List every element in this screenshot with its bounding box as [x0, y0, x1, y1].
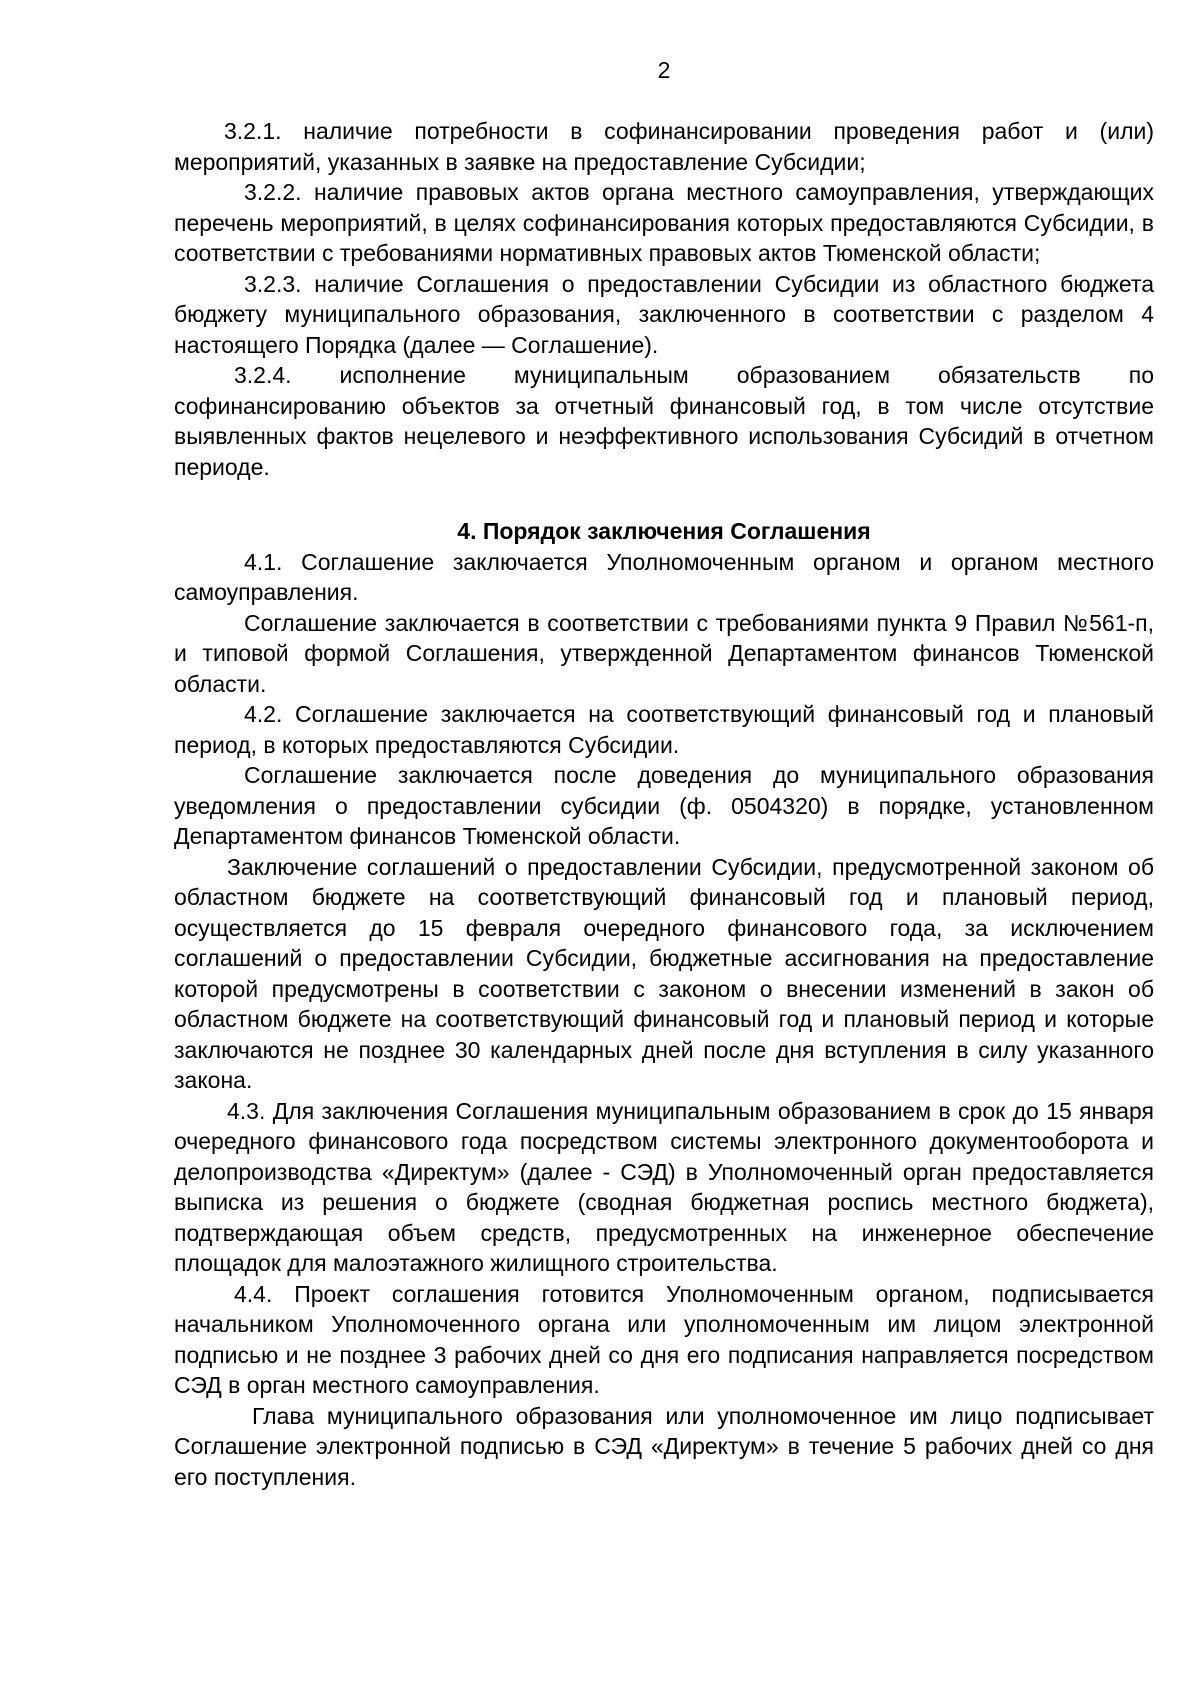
clause-4-1: 4.1. Соглашение заключается Уполномоченным органом и органом местного самоуправления. [174, 548, 1154, 605]
clause-4-4: 4.4. Проект соглашения готовится Уполномоченным органом, подписывается начальником Уполномоченного органа или уполномоченным им лицом электронной подписью и не позднее 3 рабочих дней со дня его подписания направляется посредством СЭД в орган местного самоуправления. [174, 1280, 1154, 1398]
page-number: 2 [657, 57, 671, 83]
clause-3-2-3: 3.2.3. наличие Соглашения о предоставлении Субсидии из областного бюджета бюджету муниципального образования, заключенного в соответствии с разделом 4 настоящего Порядка (далее — Соглашение). [174, 270, 1154, 358]
clause-4-4-paragraph-2: Глава муниципального образования или уполномоченное им лицо подписывает Соглашение электронной подписью в СЭД «Директум» в течение 5 рабочих дней со дня его поступления. [174, 1402, 1154, 1490]
clause-3-2-2: 3.2.2. наличие правовых актов органа местного самоуправления, утверждающих перечень мероприятий, в целях софинансирования которых предоставляются Субсидии, в соответствии с требованиями нормативных правовых актов Тюменской области; [174, 179, 1154, 266]
clause-4-2-paragraph-3: Заключение соглашений о предоставлении Субсидии, предусмотренной законом об областном бюджете на соответствующий финансовый год и плановый период, осуществляется до 15 февраля очередного финансового года, за исключением соглашений о предоставлении Субсидии, бюджетные ассигнования на предоставление которой предусмотрены в соответствии с законом о внесении изменений в закон об областном бюджете на соответствующий финансовый год и плановый период и которые заключаются не позднее 30 календарных дней после дня вступления в силу указанного закона. [174, 853, 1154, 1093]
clause-3-2-1: 3.2.1. наличие потребности в софинансировании проведения работ и (или) мероприятий, указанных в заявке на предоставление Субсидии; [174, 118, 1154, 175]
clause-4-2: 4.2. Соглашение заключается на соответствующий финансовый год и плановый период, в которых предоставляются Субсидии. [174, 701, 1154, 758]
document-page [174, 54, 1154, 1664]
section-heading: 4. Порядок заключения Соглашения [457, 518, 871, 544]
clause-4-2-paragraph-2: Соглашение заключается после доведения до муниципального образования уведомления о предоставлении субсидии (ф. 0504320) в порядке, установленном Департаментом финансов Тюменской области. [174, 762, 1154, 849]
clause-3-2-4: 3.2.4. исполнение муниципальным образованием обязательств по софинансированию объектов за отчетный финансовый год, в том числе отсутствие выявленных фактов нецелевого и неэффективного использования Субсидий в отчетном периоде. [174, 362, 1154, 480]
clause-4-1-paragraph-2: Соглашение заключается в соответствии с требованиями пункта 9 Правил №561-п, и типовой формой Соглашения, утвержденной Департаментом финансов Тюменской области. [174, 609, 1154, 697]
clause-4-3: 4.3. Для заключения Соглашения муниципальным образованием в срок до 15 января очередного финансового года посредством системы электронного документооборота и делопроизводства «Директум» (далее - СЭД) в Уполномоченный орган предоставляется выписка из решения о бюджете (сводная бюджетная роспись местного бюджета), подтверждающая объем средств, предусмотренных на инженерное обеспечение площадок для малоэтажного жилищного строительства. [174, 1097, 1154, 1276]
